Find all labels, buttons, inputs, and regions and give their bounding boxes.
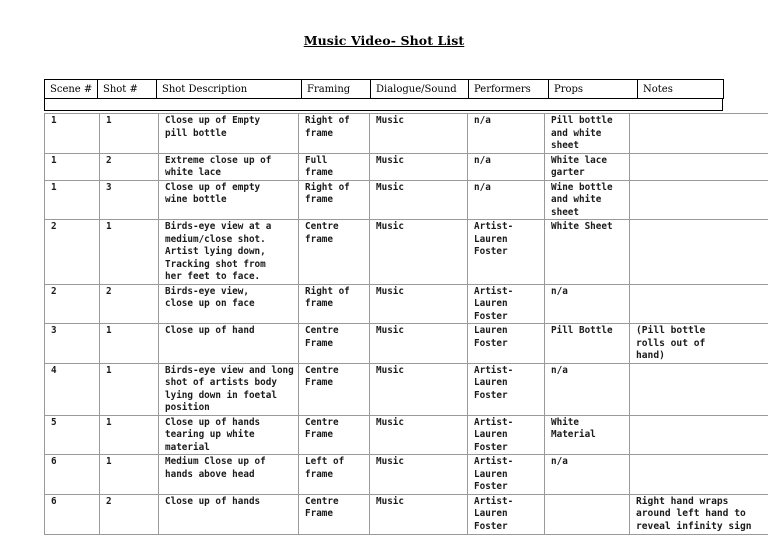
cell-performers: Artist- Lauren Foster: [468, 415, 545, 455]
shot-list-table: [44, 113, 768, 535]
cell-shot: 2: [100, 284, 159, 324]
cell-framing: Right of frame: [299, 284, 370, 324]
header-shot: Shot #: [98, 80, 157, 99]
cell-description: Birds-eye view at a medium/close shot. Artist lying down, Tracking shot from her feet to face.: [159, 220, 299, 285]
table-row: [45, 284, 768, 324]
cell-shot: 1: [100, 324, 159, 364]
cell-scene: 3: [45, 324, 100, 364]
cell-notes: [630, 180, 768, 220]
cell-props: Wine bottle and white sheet: [545, 180, 630, 220]
cell-performers: n/a: [468, 153, 545, 180]
cell-dialogue: Music: [370, 363, 468, 415]
cell-props: White Sheet: [545, 220, 630, 285]
cell-framing: Centre Frame: [299, 494, 370, 534]
cell-framing: Centre frame: [299, 220, 370, 285]
cell-dialogue: Music: [370, 114, 468, 154]
cell-props: White Material: [545, 415, 630, 455]
cell-dialogue: Music: [370, 494, 468, 534]
cell-description: Close up of hand: [159, 324, 299, 364]
header-description: Shot Description: [157, 80, 302, 99]
cell-performers: Artist- Lauren Foster: [468, 494, 545, 534]
cell-description: Medium Close up of hands above head: [159, 455, 299, 495]
cell-scene: 5: [45, 415, 100, 455]
cell-scene: 6: [45, 494, 100, 534]
cell-scene: 6: [45, 455, 100, 495]
cell-performers: Artist- Lauren Foster: [468, 220, 545, 285]
cell-framing: Right of frame: [299, 180, 370, 220]
table-row: [45, 153, 768, 180]
table-row: [45, 455, 768, 495]
cell-props: n/a: [545, 455, 630, 495]
cell-shot: 2: [100, 494, 159, 534]
cell-dialogue: Music: [370, 455, 468, 495]
cell-scene: 1: [45, 114, 100, 154]
cell-shot: 1: [100, 363, 159, 415]
cell-props: Pill bottle and white sheet: [545, 114, 630, 154]
cell-props: White lace garter: [545, 153, 630, 180]
cell-performers: Lauren Foster: [468, 324, 545, 364]
cell-description: Extreme close up of white lace: [159, 153, 299, 180]
cell-dialogue: Music: [370, 284, 468, 324]
cell-dialogue: Music: [370, 415, 468, 455]
cell-notes: [630, 415, 768, 455]
cell-notes: [630, 153, 768, 180]
table-row: [45, 324, 768, 364]
cell-scene: 2: [45, 284, 100, 324]
table-row: [45, 494, 768, 534]
cell-performers: Artist- Lauren Foster: [468, 363, 545, 415]
cell-dialogue: Music: [370, 220, 468, 285]
cell-scene: 1: [45, 153, 100, 180]
cell-description: Close up of hands: [159, 494, 299, 534]
cell-framing: Centre Frame: [299, 363, 370, 415]
header-props: Props: [549, 80, 638, 99]
cell-notes: [630, 455, 768, 495]
cell-shot: 2: [100, 153, 159, 180]
cell-shot: 3: [100, 180, 159, 220]
cell-notes: [630, 363, 768, 415]
cell-performers: Artist- Lauren Foster: [468, 455, 545, 495]
cell-framing: Left of frame: [299, 455, 370, 495]
cell-scene: 1: [45, 180, 100, 220]
cell-props: Pill Bottle: [545, 324, 630, 364]
table-row: [45, 220, 768, 285]
cell-framing: Centre Frame: [299, 415, 370, 455]
cell-notes: [630, 284, 768, 324]
cell-description: Close up of hands tearing up white material: [159, 415, 299, 455]
cell-framing: Full frame: [299, 153, 370, 180]
header-dialogue: Dialogue/Sound: [371, 80, 469, 99]
header-row: [45, 80, 724, 99]
cell-shot: 1: [100, 220, 159, 285]
cell-description: Birds-eye view, close up on face: [159, 284, 299, 324]
cell-dialogue: Music: [370, 324, 468, 364]
header-performers: Performers: [469, 80, 549, 99]
cell-scene: 4: [45, 363, 100, 415]
cell-dialogue: Music: [370, 180, 468, 220]
table-row: [45, 180, 768, 220]
cell-description: Close up of Empty pill bottle: [159, 114, 299, 154]
cell-description: Birds-eye view and long shot of artists body lying down in foetal position: [159, 363, 299, 415]
cell-notes: Right hand wraps around left hand to reveal infinity sign: [630, 494, 768, 534]
cell-props: n/a: [545, 363, 630, 415]
table-row: [45, 415, 768, 455]
shot-list-header: [44, 79, 724, 99]
cell-shot: 1: [100, 455, 159, 495]
cell-props: n/a: [545, 284, 630, 324]
cell-shot: 1: [100, 114, 159, 154]
table-row: [45, 114, 768, 154]
cell-shot: 1: [100, 415, 159, 455]
header-notes: Notes: [638, 80, 724, 99]
cell-performers: n/a: [468, 180, 545, 220]
cell-notes: [630, 220, 768, 285]
cell-notes: (Pill bottle rolls out of hand): [630, 324, 768, 364]
header-framing: Framing: [302, 80, 371, 99]
cell-framing: Right of frame: [299, 114, 370, 154]
cell-dialogue: Music: [370, 153, 468, 180]
cell-notes: [630, 114, 768, 154]
header-scene: Scene #: [45, 80, 98, 99]
page-title: Music Video- Shot List: [303, 33, 465, 48]
cell-performers: n/a: [468, 114, 545, 154]
table-row: [45, 363, 768, 415]
cell-description: Close up of empty wine bottle: [159, 180, 299, 220]
cell-props: [545, 494, 630, 534]
cell-performers: Artist- Lauren Foster: [468, 284, 545, 324]
cell-framing: Centre Frame: [299, 324, 370, 364]
header-spacer-row: [44, 99, 723, 111]
cell-scene: 2: [45, 220, 100, 285]
